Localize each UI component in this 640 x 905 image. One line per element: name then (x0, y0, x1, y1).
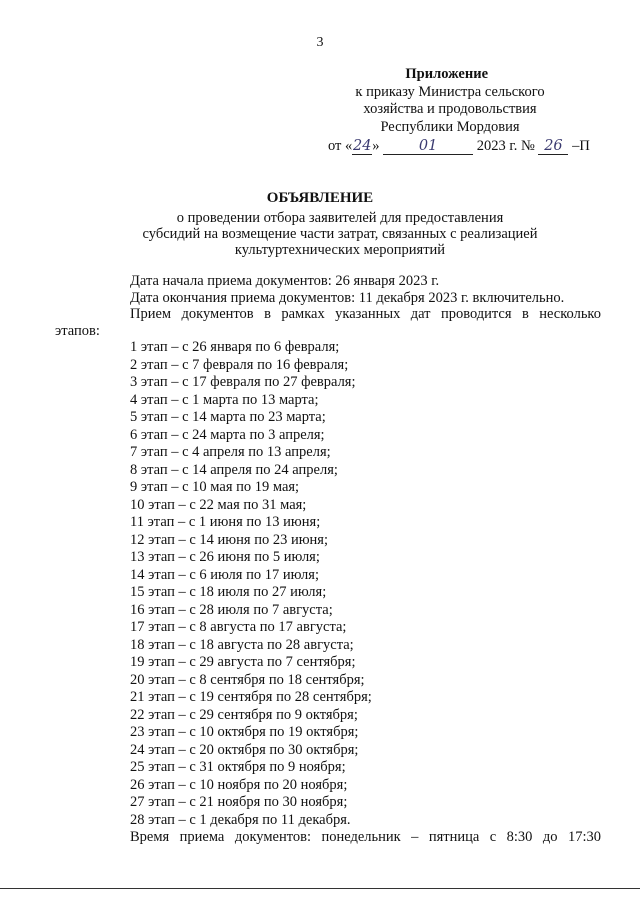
stage-item: 12 этап – с 14 июня по 23 июня; (130, 531, 329, 548)
stage-item: 15 этап – с 18 июля по 27 июля; (130, 584, 327, 600)
stage-item: 2 этап – с 7 февраля по 16 февраля; (130, 356, 349, 373)
stage-item: 8 этап – с 14 апреля по 24 апреля; (130, 461, 338, 478)
stage-item: 21 этап – с 19 сентября по 28 сентября; (130, 689, 372, 705)
stage-item: 24 этап – с 20 октября по 30 октября; (130, 741, 359, 758)
document-heading: ОБЪЯВЛЕНИЕ (266, 190, 374, 206)
stage-item: 3 этап – с 17 февраля по 27 февраля; (130, 374, 356, 390)
document-body (55, 273, 601, 846)
stage-item: 5 этап – с 14 марта по 23 марта; (130, 409, 326, 425)
stage-item: 25 этап – с 31 октября по 9 ноября; (130, 759, 346, 775)
end-date-paragraph: Дата окончания приема документов: 11 декабря 2023 г. включительно. (130, 289, 565, 306)
stage-item: 17 этап – с 8 августа по 17 августа; (130, 619, 347, 635)
stage-item: 14 этап – с 6 июля по 17 июля; (130, 566, 319, 583)
stages-intro-cont: этапов: (55, 322, 100, 339)
date-mid: » (372, 138, 380, 154)
subtitle-line: субсидий на возмещение части затрат, связанных с реализацией (142, 226, 538, 242)
document-subtitle (0, 210, 640, 258)
stages-intro: Прием документов в рамках указанных дат проводится в несколько (130, 306, 601, 322)
stage-item: 18 этап – с 18 августа по 28 августа; (130, 636, 354, 653)
stage-item: 10 этап – с 22 мая по 31 мая; (130, 496, 307, 513)
appendix-line: к приказу Министра сельского (355, 83, 545, 100)
stage-item: 7 этап – с 4 апреля по 13 апреля; (130, 444, 331, 460)
appendix-line: хозяйства и продовольствия (363, 101, 537, 117)
year-text: 2023 г. № (476, 138, 535, 154)
appendix-block (300, 66, 600, 136)
hours-paragraph: Время приема документов: понедельник – пятница с 8:30 до 17:30 (130, 829, 601, 845)
handwritten-day: 24 (353, 138, 372, 154)
handwritten-month: 01 (383, 138, 473, 155)
appendix-line: Республики Мордовия (380, 118, 520, 135)
stage-item: 20 этап – с 8 сентября по 18 сентября; (130, 671, 365, 688)
stage-item: 4 этап – с 1 марта по 13 марта; (130, 391, 319, 408)
stage-item: 22 этап – с 29 сентября по 9 октября; (130, 706, 358, 723)
date-prefix: от « (328, 138, 353, 154)
stages-list (85, 339, 601, 829)
subtitle-line: о проведении отбора заявителей для предоставления (176, 210, 504, 226)
stage-item: 9 этап – с 10 мая по 19 мая; (130, 479, 300, 495)
stage-item: 28 этап – с 1 декабря по 11 декабря. (130, 811, 351, 828)
order-date-line (328, 138, 590, 155)
stage-item: 23 этап – с 10 октября по 19 октября; (130, 724, 359, 740)
stage-item: 26 этап – с 10 ноября по 20 ноября; (130, 776, 348, 793)
number-suffix: –П (572, 138, 590, 154)
handwritten-number: 26 (538, 138, 568, 155)
stage-item: 6 этап – с 24 марта по 3 апреля; (130, 426, 325, 443)
stage-item: 27 этап – с 21 ноября по 30 ноября; (130, 794, 348, 810)
stage-item: 11 этап – с 1 июня по 13 июня; (130, 514, 321, 530)
stage-item: 13 этап – с 26 июня по 5 июля; (130, 549, 320, 565)
footer-divider (0, 888, 640, 889)
page-number: 3 (316, 35, 324, 50)
stage-item: 19 этап – с 29 августа по 7 сентября; (130, 654, 356, 670)
stage-item: 1 этап – с 26 января по 6 февраля; (130, 339, 340, 355)
appendix-title: Приложение (405, 66, 488, 82)
stage-item: 16 этап – с 28 июля по 7 августа; (130, 601, 333, 618)
subtitle-line: культуртехнических мероприятий (234, 242, 446, 258)
start-date-paragraph: Дата начала приема документов: 26 января 2023 г. (130, 273, 440, 289)
